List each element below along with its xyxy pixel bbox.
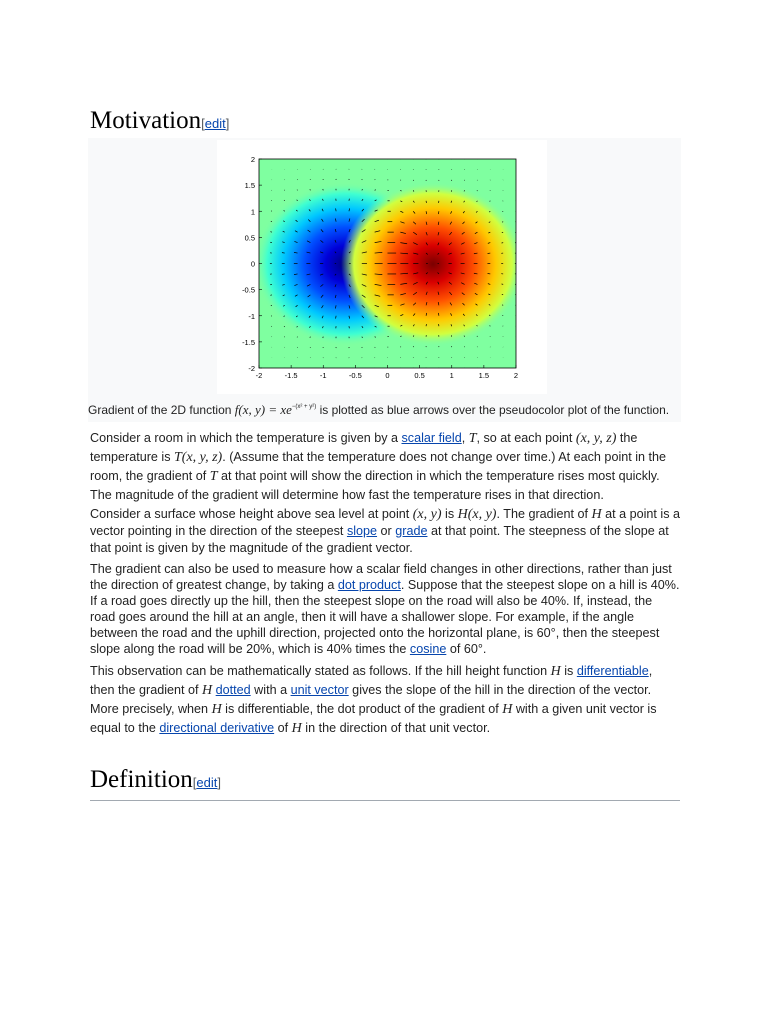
math: H [591, 507, 602, 522]
text: is differentiable, the dot product of the gradient of [221, 702, 503, 716]
text: is [560, 664, 577, 678]
edit-section-link-wrapper: [edit] [201, 116, 230, 131]
math: H [202, 683, 213, 698]
section-heading-definition [90, 765, 680, 801]
x-tick-label: 2 [513, 371, 519, 380]
section-heading-motivation [90, 106, 680, 142]
math: T [209, 469, 218, 484]
x-tick-label: -1.5 [284, 371, 298, 380]
x-tick-label: 0 [385, 371, 390, 380]
gradient-arrow [502, 222, 503, 223]
text: with a given unit vector is equal to the [90, 702, 657, 735]
link-grade[interactable]: grade [395, 524, 428, 538]
figure-caption [88, 402, 669, 418]
gradient-arrow [297, 337, 298, 338]
text: Consider a room in which the temperature is given by a [90, 431, 402, 445]
gradient-arrow [310, 189, 311, 190]
math: H [502, 702, 513, 717]
text: of 60°. [446, 642, 487, 656]
gradient-plot-svg [217, 140, 547, 394]
text: Consider a surface whose height above sea level at point [90, 507, 413, 521]
paragraph-temperature [90, 429, 680, 504]
text: , so at each point [476, 431, 576, 445]
math: (x, y, z) [575, 431, 617, 446]
gradient-arrow [502, 232, 503, 233]
y-tick-label: -0.5 [242, 285, 255, 295]
text: . (Assume that the temperature does not change over time.) At each point in the room, the gradient of [90, 450, 667, 483]
math: H [291, 721, 302, 736]
link-cosine[interactable]: cosine [409, 642, 447, 656]
text: . Suppose that the steepest slope on a hill is 40%. If a road goes directly up the hill, then the steepest slope on the road will also be 40%. If, instead, the road goes around the hill at an angle, then it will have a shallower slope. For example, if the angle between the road and the uphill direction, projected onto the horizontal plane, is 60°, then the steepest slope along the road will be 20%, which is 40% times the [90, 578, 680, 656]
math: T [468, 431, 477, 446]
gradient-plot[interactable] [217, 140, 547, 394]
positive-lobe [341, 182, 525, 346]
text: , then the gradient of [90, 664, 653, 697]
x-tick-label: 0.5 [414, 371, 425, 380]
gradient-arrow [271, 221, 272, 222]
y-tick-label: -2 [248, 364, 255, 373]
math: H [211, 702, 222, 717]
y-tick-label: 1.5 [244, 181, 255, 191]
text: at a point is a vector pointing in the direction of the steepest [90, 507, 681, 538]
y-tick-label: -1.5 [242, 337, 255, 347]
gradient-arrow [297, 190, 298, 191]
gradient-arrow [271, 232, 272, 233]
gradient-arrow [477, 336, 478, 337]
gradient-arrow [502, 305, 503, 306]
link-dotted[interactable]: dotted [215, 683, 251, 697]
caption-formula: f(x, y) = xe [234, 402, 292, 417]
x-tick-label: -1 [319, 371, 327, 380]
math: T(x, y, z) [174, 450, 223, 465]
gradient-arrow [502, 294, 503, 295]
section-title: Motivation [90, 107, 202, 134]
text: of [274, 721, 292, 735]
math: (x, y) [412, 507, 442, 522]
text: This observation can be mathematically stated as follows. If the hill height function [90, 664, 551, 678]
gradient-arrow [490, 201, 491, 202]
gradient-arrow [477, 190, 478, 191]
gradient-arrow [464, 190, 465, 191]
x-tick-label: -2 [255, 371, 263, 380]
y-tick-label: 0.5 [244, 233, 255, 243]
text: gives the slope of the hill in the direction of the vector. More precisely, when [90, 683, 652, 716]
text: at that point will show the direction in which the temperature rises most quickly. The magnitude of the gradient will determine how fast the temperature rises in that direction. [90, 469, 660, 502]
link-unit-vector[interactable]: unit vector [290, 683, 349, 697]
text: in the direction of that unit vector. [301, 721, 491, 735]
text: , [461, 431, 469, 445]
link-directional-derivative[interactable]: directional derivative [159, 721, 275, 735]
y-tick-label: -1 [248, 311, 255, 321]
text: at that point. The steepness of the slope at that point is given by the magnitude of the gradient vector. [90, 524, 669, 555]
link-dot-product[interactable]: dot product [337, 578, 401, 592]
text: is [441, 507, 458, 521]
gradient-arrow [464, 336, 465, 337]
text: . The gradient of [496, 507, 592, 521]
link-slope[interactable]: slope [346, 524, 378, 538]
gradient-arrow [271, 295, 272, 296]
edit-section-link[interactable]: edit [196, 775, 218, 790]
x-tick-label: 1 [449, 371, 454, 380]
x-tick-label: -0.5 [348, 371, 362, 380]
text: or [377, 524, 396, 538]
figure-thumbnail [88, 138, 681, 422]
x-tick-label: 1.5 [478, 371, 490, 380]
edit-section-link-wrapper: [edit] [192, 775, 221, 790]
gradient-arrow [310, 337, 311, 338]
link-differentiable[interactable]: differentiable [576, 664, 649, 678]
caption-exponent: −(x² + y²) [291, 404, 317, 410]
gradient-arrow [271, 305, 272, 306]
y-tick-label: 1 [250, 207, 255, 217]
gradient-arrow [284, 326, 285, 327]
math: H(x, y) [457, 507, 497, 522]
caption-text-end: is plotted as blue arrows over the pseudocolor plot of the function. [316, 403, 670, 417]
text: with a [250, 683, 291, 697]
y-tick-label: 0 [250, 259, 255, 269]
edit-section-link[interactable]: edit [204, 116, 226, 131]
gradient-arrow [490, 326, 491, 327]
link-scalar-field[interactable]: scalar field [401, 431, 462, 445]
text: the temperature is [90, 431, 638, 464]
section-title: Definition [90, 766, 193, 793]
math: H [550, 664, 561, 679]
paragraph-directional-change [90, 561, 680, 657]
paragraph-surface [90, 506, 680, 557]
caption-text: Gradient of the 2D function [88, 403, 235, 417]
paragraph-hill-height [90, 662, 680, 738]
y-tick-label: 2 [250, 155, 255, 164]
text: The gradient can also be used to measure how a scalar field changes in other directions, rather than just the direction of greatest change, by taking a [90, 562, 672, 592]
gradient-arrow [284, 200, 285, 201]
